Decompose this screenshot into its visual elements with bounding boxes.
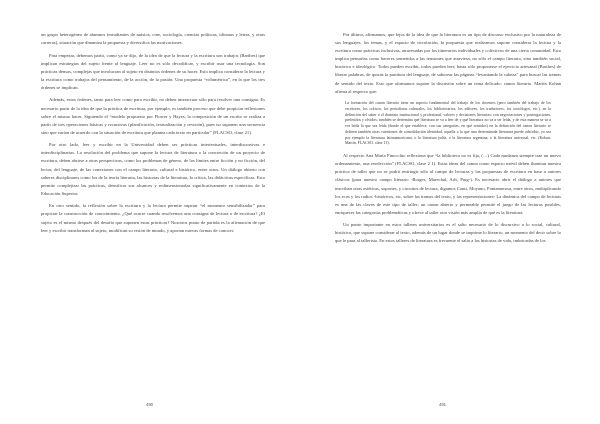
paragraph: Por otro lado, leer y escribir en la Universidad deben ser prácticas intertextuales, interdiscursivas e interdisciplinarias. La resolución del problema que supone la lectura de literatura o la concreción de un proyecto de escritura, deben abrirse a otras perspectivas, como los problemas de género, de los límites entre ficción y no ficción, del lector, del lenguaje, de las conexiones con el campo literario, cultural e histórico, entre otros. Un diálogo abierto con saberes disciplinares como los de la teoría literaria, las historias de la literatura, la crítica, las didácticas específicas. Esto permite complejizar las prácticas, densificar sus alcances y redimensionarlas significativamente en contextos de la Educación Superior.	[41, 142, 265, 196]
paragraph: Para empezar, debemos partir, como ya se dijo, de la idea de que la lectura y la escritura son trabajos (Barthes) que implican estrategias del sujeto frente al lenguaje. Leer no es sólo decodificar, y escribir usar una tecnología. Son prácticas densas, complejas que involucran al sujeto en distintos órdenes de su hacer. Esto implica considerar la lectura y la escritura como trabajos del pensamiento, de la acción, de la pasión. Una propuesta “volumétrica”, en la que los tres órdenes se implican.	[41, 52, 265, 90]
right-page	[300, 0, 600, 424]
paragraph: Al respecto Ana María Finocchio reflexiona que “la biblioteca no es fija, (…) Cada mudanza siempre trae un nuevo ordenamiento, una reselección” (FLACSO, clase 2 1). Estas ideas del canon como espacio móvil deben iluminar nuestra práctica de taller que no se podrá restringir sólo al campo de lecturas y las propuestas de escritura en base a autores clásicos (para nuestro campo literario -Borges, Marechal, Arlt, Puig-). Es necesario abrir el diálogo a autores que inscriban otras estéticas, soportes, y circuitos de lectura, digamos Conti, Moyano, Fontanarrosa, entre otros, multiplicando los ecos y los radios -históricos, etc, sobre las tramas del texto, y las representaciones- La dinámica del campo de lecturas es una de las claves de este tipo de taller; un canon abierto y permeable permite el juego de las lecturas posibles, enriquecer las categorías problemáticas y ofrece al taller otra visión más amplia de qué es la literatura.	[335, 153, 561, 215]
paragraph: un grupo heterogéneo de alumnos (estudiantes de música, cine, sociología, ciencias políticas, idiomas y letras, y otras carreras), situación que dinamiza la propuesta y diversifica las motivaciones.	[41, 32, 265, 46]
paragraph: Por último, afirmamos, que lejos de la idea de que la literatura es un tipo de discurso exclusivo por la naturaleza de sus lenguajes, los temas, y el espacio de circulación, la propuesta que realizamos supone considerar la lectura y la escritura como prácticas inclusivas, atravesadas por los itinerarios individuales y colectivos de una cierta comunidad. Esto implica pensarlas como haceres sometidos a las tensiones que atraviesa, no sólo el campo literario, sino también social, histórico e ideológico. Todos pueden escribir, todos pueden leer; basta sólo proponerse el ejercicio artesanal (Barthes) de liberar palabras, de quizás la partitura del lenguaje, de saborear las páginas “levantando la cabeza” para buscar las tramas de sentido del texto. Esto que afirmamos supone la discusión sobre un tema delicado: canon literario. Martín Kohan afirma al respecto que:	[335, 32, 561, 94]
page-number: 490	[146, 402, 153, 407]
paragraph: En otro sentido, la reflexión sobre la escritura y la lectura permite superar “el momento sensibilizador” para propiciar la construcción de conocimiento. ¿Qué ocurre cuando resolvemos una consigna de lectura o de escritura? ¿El sujeto es el mismo después del desafío que suponen estas prácticas? Nosotros punto de partida es la afirmación de que leer y escribir transforman al sujeto, modifican su visión de mundo, y aportan nuevas formas de conocer.	[41, 203, 265, 233]
block-quote: La formación del canon literario tiene un aspecto fundamental del trabajo de los docentes (pero también del trabajo de los escritores, los críticos, los periodistas culturales, los bibliotecarios, los editores, los traductores, los sociólogos, etc.), en la definición del saber o el dominio institucional y profesional, valores y decisiones literarias; con negociaciones y postergaciones, preferidos y olvidos; también se determina qué literatura se va a leer de y qué literatura no va a ser leída, y de esta manera se va a ver leída la que sea leída (donde el que establece, con sus categorías, en qué sentidos) en la definición del canon literario se definen también otras cuestiones de consolidación identidad, aquella a la que una determinada literatura puede adscribir, ya sea por ejemplo la literatura latinoamericana, o la literatura judía, o la literatura argentina, o la literatura universal, etc. (Kohan, Martín, FLACSO, clase 11).	[345, 100, 551, 146]
page-number: 491	[439, 402, 446, 407]
left-text-column	[41, 31, 265, 239]
paragraph: Un punto importante en estos talleres universitarios es el salto necesario de lo discursivo a lo social, cultural, histórico, que supone considerar al texto, además de un lugar donde se imprime lo literario, un momento del decir sobre lo que le pasa al tallerista. En estos talleres de literatura es frecuente el salto a las historias de vida, imbricadas de los	[335, 222, 561, 244]
right-text-column	[335, 31, 561, 250]
paragraph: Además, estos órdenes, tanto para leer como para escribir, no deben interactuar sólo para resolver una consigna. Es necesario partir de la idea de que la práctica de escritura, por ejemplo, es también proceso que debe propiciar reflexiones sobre el mismo hacer. Siguiendo el “modelo propuesto por Flower y Hayes, la composición de un escrito se realiza a partir de tres operaciones básicas y recursivas (planificación, textualización y revisión), pues no suponen una secuencia sino que varían de acuerdo con la situación de escritura que plantea cada texto en particular” (FLACSO, clase 21).	[41, 97, 265, 135]
